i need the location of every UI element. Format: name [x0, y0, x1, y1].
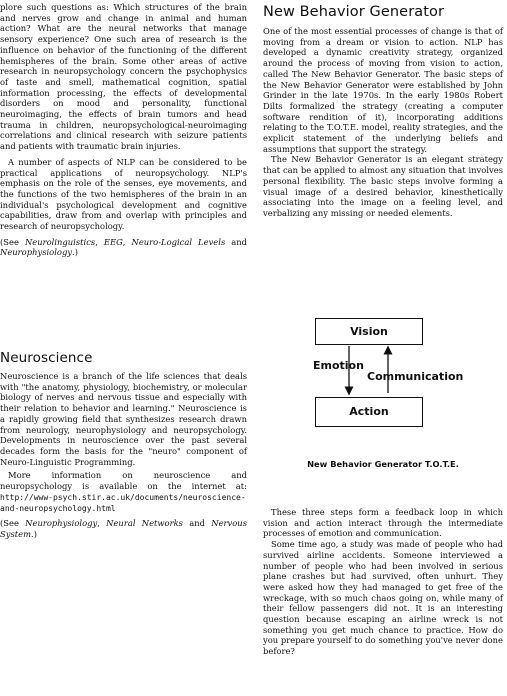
see-also-neuroscience: (See Neurophysiology, Neural Networks and Nervous System.): [0, 518, 247, 539]
see-link[interactable]: Neurophysiology: [25, 518, 98, 529]
url-link[interactable]: http://www-psych.stir.ac.uk/documents/: [0, 492, 184, 502]
emotion-label: Emotion: [313, 359, 364, 372]
see-also-neuropsychology: (See Neurolinguistics, EEG, Neuro-Logical Levels and Neurophysiology.): [0, 236, 248, 258]
nbg-paragraph-4: Some time ago, a study was made of people who had survived airline accidents. Someone interviewed a number of people who had been involved in serious plane crashes but had survived, often unhurt. They were asked how they had managed to get free of the wreckage, with so much chaos going on, while many of their fellow passengers did not. It is an interesting question because escaping an airline wreck is not something you get much chance to practice. How do you prepare yourself to do something you've never done before?: [263, 539, 503, 657]
url-link[interactable]: neuroscience-and-neuropsychology.html: [0, 492, 246, 514]
see-link[interactable]: Neurolinguistics: [24, 236, 96, 247]
communication-label: Communication: [367, 370, 464, 383]
nbg-paragraph-3: These three steps form a feedback loop in which vision and action interact through the intermediate processes of emotion and communication.: [263, 507, 503, 539]
diagram-caption: New Behavior Generator T.O.T.E.: [307, 459, 459, 469]
nbg-paragraph-2: The New Behavior Generator is an elegant strategy that can be applied to almost any situation that involves personal flexibility. The basic steps involve forming a visual image of a desired behavior, kinesthetically associating into the image on a feeling level, and verbalizing any missing or needed elements.: [263, 154, 503, 218]
section-heading-new-behavior-generator: New Behavior Generator: [263, 4, 445, 20]
neuroscience-paragraph-1: Neuroscience is a branch of the life sciences that deals with "the anatomy, physiology, biochemistry, or molecular biology of nerves and nervous tissue and especially with their relation to behavior and learning." Neuroscience is a rapidly growing field that synthesizes research drawn from neurology, neurophysiology and neuropsychology. Developments in neuroscience over the past several decades form the basis for the "neuro" component of Neuro-Linguistic Programming.: [0, 371, 247, 467]
action-box: Action: [315, 397, 423, 427]
see-link[interactable]: Neuro-Logical Levels: [131, 236, 226, 247]
see-link[interactable]: EEG: [103, 236, 123, 247]
neuroscience-paragraph-2: More information on neuroscience and neuropsychology is available on the internet at: http://www-psych.stir.ac.uk/documents/neuroscience-and-neuropsychology.html: [0, 470, 247, 514]
nbg-paragraph-1: One of the most essential processes of change is that of moving from a dream or vision to action. NLP has developed a dynamic creativity strategy, organized around the process of moving from vision to action, called The New Behavior Generator. The basic steps of the New Behavior Generator were established by John Grinder in the late 1970s. In the early 1980s Robert Dilts formalized the strategy (creating a computer software rendition of it), incorporating additions relating to the T.O.T.E. model, reality strategies, and the explicit statement of the underlying beliefs and assumptions that support the strategy.: [263, 26, 503, 154]
see-link[interactable]: Neurophysiology: [0, 247, 73, 258]
neuropsychology-paragraph-2: A number of aspects of NLP can be considered to be practical applications of neuropsychology. NLP's emphasis on the role of the senses, eye movements, and the functions of the two hemispheres of the brain in an individual's psychological development and cognitive capabilities, draw from and overlap with principles and research of neuropsychology.: [0, 156, 247, 232]
vision-box: Vision: [315, 318, 423, 345]
section-heading-neuroscience: Neuroscience: [0, 350, 93, 366]
tote-diagram: [263, 306, 503, 472]
see-link[interactable]: Nervous System: [0, 518, 247, 539]
see-link[interactable]: Neural Networks: [106, 518, 183, 529]
neuropsychology-paragraph-1: plore such questions as: Which structures of the brain and nerves grow and change in animal and human action? What are the neural networks that manage sensory experience? One such area of research is the influence on behavior of the functioning of the different hemispheres of the brain. Some other areas of active research in neuropsychology concern the psychophysics of taste and smell, mathematical cognition, spatial information processing, the effects of developmental disorders on mood and personality, functional neuroimaging, the effects of brain tumors and head trauma in children, neuropsychological-neuroimaging correlations and clinical research with seizure patients and patients with traumatic brain injuries.: [0, 2, 247, 152]
